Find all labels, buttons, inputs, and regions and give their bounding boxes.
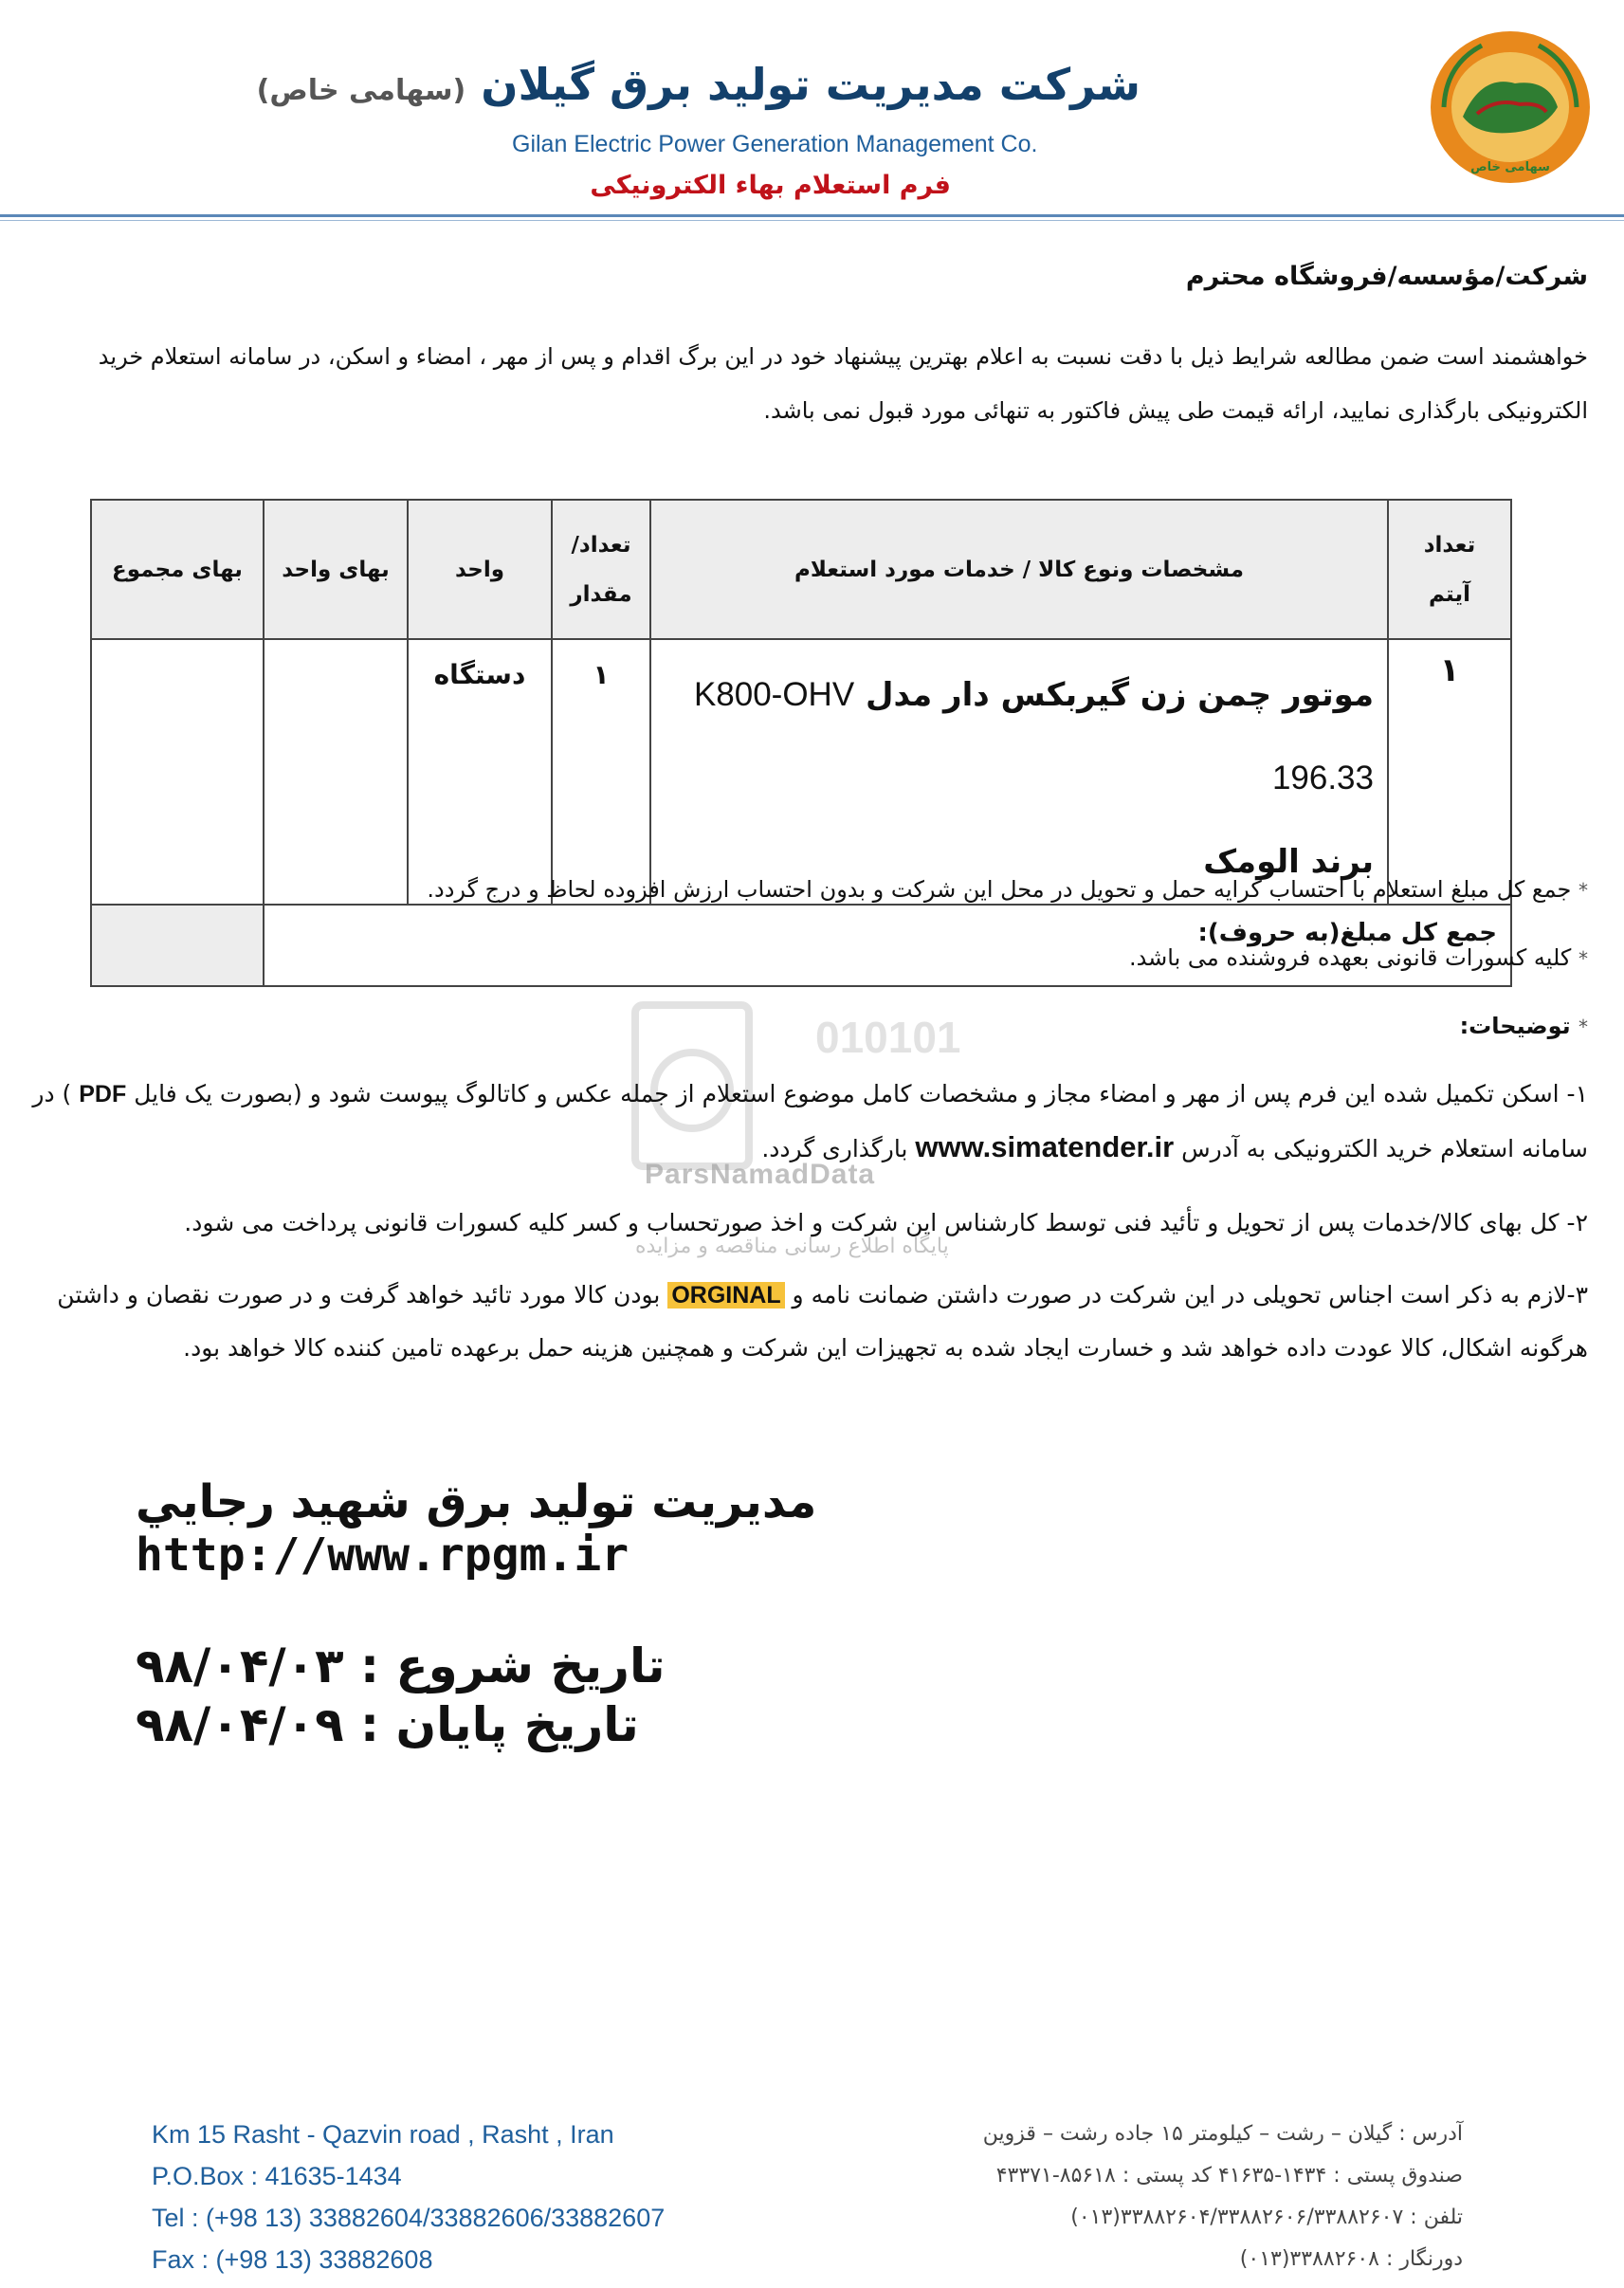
description-3: [19, 1269, 1588, 1375]
footer-pobox-en: P.O.Box : 41635-1434: [152, 2162, 402, 2190]
description-3-part1: ۳-لازم به ذکر است اجناس تحویلی در این شرکت در صورت داشتن ضمانت نامه و: [792, 1281, 1588, 1309]
total-amount-cell: [91, 905, 264, 986]
form-title: فرم استعلام بهاء الکترونیکی: [590, 171, 951, 200]
total-label: جمع کل مبلغ(به حروف):: [264, 905, 1511, 986]
company-name-fa: [257, 59, 1140, 110]
cell-description: [650, 639, 1388, 905]
note-bullet: *: [1578, 947, 1588, 970]
notes-title: [1460, 1013, 1588, 1039]
footer-fax-en: Fax : (+98 13) 33882608: [152, 2245, 433, 2274]
original-highlight: ORGINAL: [667, 1282, 784, 1309]
header-item-count-line2: آیتم: [1429, 581, 1470, 607]
table-row: [91, 639, 1511, 905]
header-item-count: [1388, 500, 1511, 639]
logo-seal-icon: [1425, 27, 1596, 188]
intro-paragraph: خواهشمند است ضمن مطالعه شرایط ذیل با دقت نسبت به اعلام بهترین پیشنهاد خود در این برگ اقدام و پس از مهر ، امضاء و اسکن، در سامانه استعلام خرید الکترونیکی بارگذاری نمایید، ارائه قیمت طی پیش فاکتور به تنهائی مورد قبول نمی باشد.: [98, 343, 1588, 424]
svg-text:سهامی خاص: سهامی خاص: [1470, 160, 1550, 174]
company-name-en: Gilan Electric Power Generation Management Co.: [512, 131, 1038, 157]
header-total-price: بهای مجموع: [91, 500, 264, 639]
end-date: تاريخ پايان : ۹۸/۰۴/۰۹: [136, 1697, 639, 1752]
plant-name: مديريت توليد برق شهيد رجايي: [136, 1475, 817, 1528]
description-1: [19, 1068, 1588, 1176]
cell-unit-price: [264, 639, 408, 905]
header-divider-thin: [0, 220, 1624, 221]
note-bullet: *: [1578, 1016, 1588, 1038]
header-quantity-line2: مقدار: [570, 581, 632, 607]
footer-tel-fa: تلفن : ۳۳۸۸۲۶۰۴/۳۳۸۸۲۶۰۶/۳۳۸۸۲۶۰۷(۰۱۳): [1070, 2206, 1463, 2229]
watermark-brand: ParsNamadData: [645, 1159, 876, 1190]
description-2: ۲- کل بهای کالا/خدمات پس از تحویل و تأئید فنی توسط کارشناس این شرکت و اخذ صورتحساب و کسر کلیه کسورات قانونی پرداخت می شود.: [184, 1209, 1588, 1236]
description-1-part3: بارگذاری گردد.: [761, 1135, 908, 1162]
company-type: (سهامی خاص): [256, 74, 466, 107]
simatender-link[interactable]: www.simatender.ir: [915, 1130, 1175, 1163]
notes-title-text: توضیحات:: [1459, 1013, 1571, 1039]
description-1-part1: ۱- اسکن تکمیل شده این فرم پس از مهر و امضاء مجاز و مشخصات کامل موضوع استعلام از جمله عکس و کاتالوگ پیوست شود و (بصورت یک فایل: [134, 1080, 1588, 1107]
description-brand: برند الومک: [1203, 843, 1374, 881]
pdf-label: PDF: [79, 1081, 127, 1107]
header-quantity-line1: تعداد/: [571, 532, 631, 558]
cell-quantity: ۱: [552, 639, 650, 905]
note-bullet: *: [1578, 879, 1588, 902]
footer-address-fa: آدرس : گیلان – رشت – کیلومتر ۱۵ جاده رشت – قزوین: [982, 2122, 1463, 2146]
watermark-digits: 010101: [815, 1013, 961, 1062]
description-1-part2: ) در سامانه استعلام خرید الکترونیکی به آدرس: [32, 1080, 1588, 1162]
footer-address-en: Km 15 Rasht - Qazvin road , Rasht , Iran: [152, 2120, 614, 2149]
footer-fax-fa: دورنگار : ۳۳۸۸۲۶۰۸(۰۱۳): [1239, 2247, 1463, 2271]
description-3-part2: بودن کالا مورد تائید خواهد گرفت و در صورت نقصان و داشتن هرگونه اشکال، کالا عودت داده خواهد شد و خسارت ایجاد شده به تجهیزات این شرکت و همچنین هزینه حمل برعهده تامین کننده کالا خواهد بود.: [57, 1281, 1588, 1362]
inquiry-table: [90, 499, 1512, 987]
cell-total-price: [91, 639, 264, 905]
note-1: [427, 876, 1588, 903]
header-unit: واحد: [408, 500, 552, 639]
cell-item: ۱: [1388, 639, 1511, 905]
company-name-fa-text: شرکت مدیریت تولید برق گیلان: [481, 59, 1140, 110]
watermark-subtitle: پایگاه اطلاع رسانی مناقصه و مزایده: [635, 1235, 949, 1258]
model-number: K800-OHV 196.33: [693, 676, 1374, 796]
header-unit-price: بهای واحد: [264, 500, 408, 639]
header-quantity: [552, 500, 650, 639]
salutation: شرکت/مؤسسه/فروشگاه محترم: [1185, 262, 1588, 291]
cell-unit: دستگاه: [408, 639, 552, 905]
header-description: مشخصات ونوع کالا / خدمات مورد استعلام: [650, 500, 1388, 639]
footer-tel-en: Tel : (+98 13) 33882604/33882606/33882607: [152, 2204, 666, 2232]
header-item-count-line1: تعداد: [1423, 532, 1476, 558]
header-divider: [0, 214, 1624, 217]
note-2: [1129, 944, 1588, 971]
description-prefix: موتور چمن زن گیربکس دار مدل: [866, 676, 1374, 714]
footer-pobox-fa: صندوق پستی : ۱۴۳۴-۴۱۶۳۵ کد پستی : ۸۵۶۱۸-۴۳۳۷۱: [995, 2164, 1463, 2187]
start-date: تاريخ شروع : ۹۸/۰۴/۰۳: [136, 1638, 666, 1693]
note-1-text: جمع کل مبلغ استعلام با احتساب کرایه حمل و تحویل در محل این شرکت و بدون احتساب ارزش افزوده لحاظ و درج گردد.: [427, 876, 1572, 903]
table-header-row: [91, 500, 1511, 639]
company-logo-seal: [1425, 27, 1596, 188]
note-2-text: کلیه کسورات قانونی بعهده فروشنده می باشد.: [1128, 944, 1572, 971]
plant-url-link[interactable]: http://www.rpgm.ir: [136, 1528, 630, 1582]
